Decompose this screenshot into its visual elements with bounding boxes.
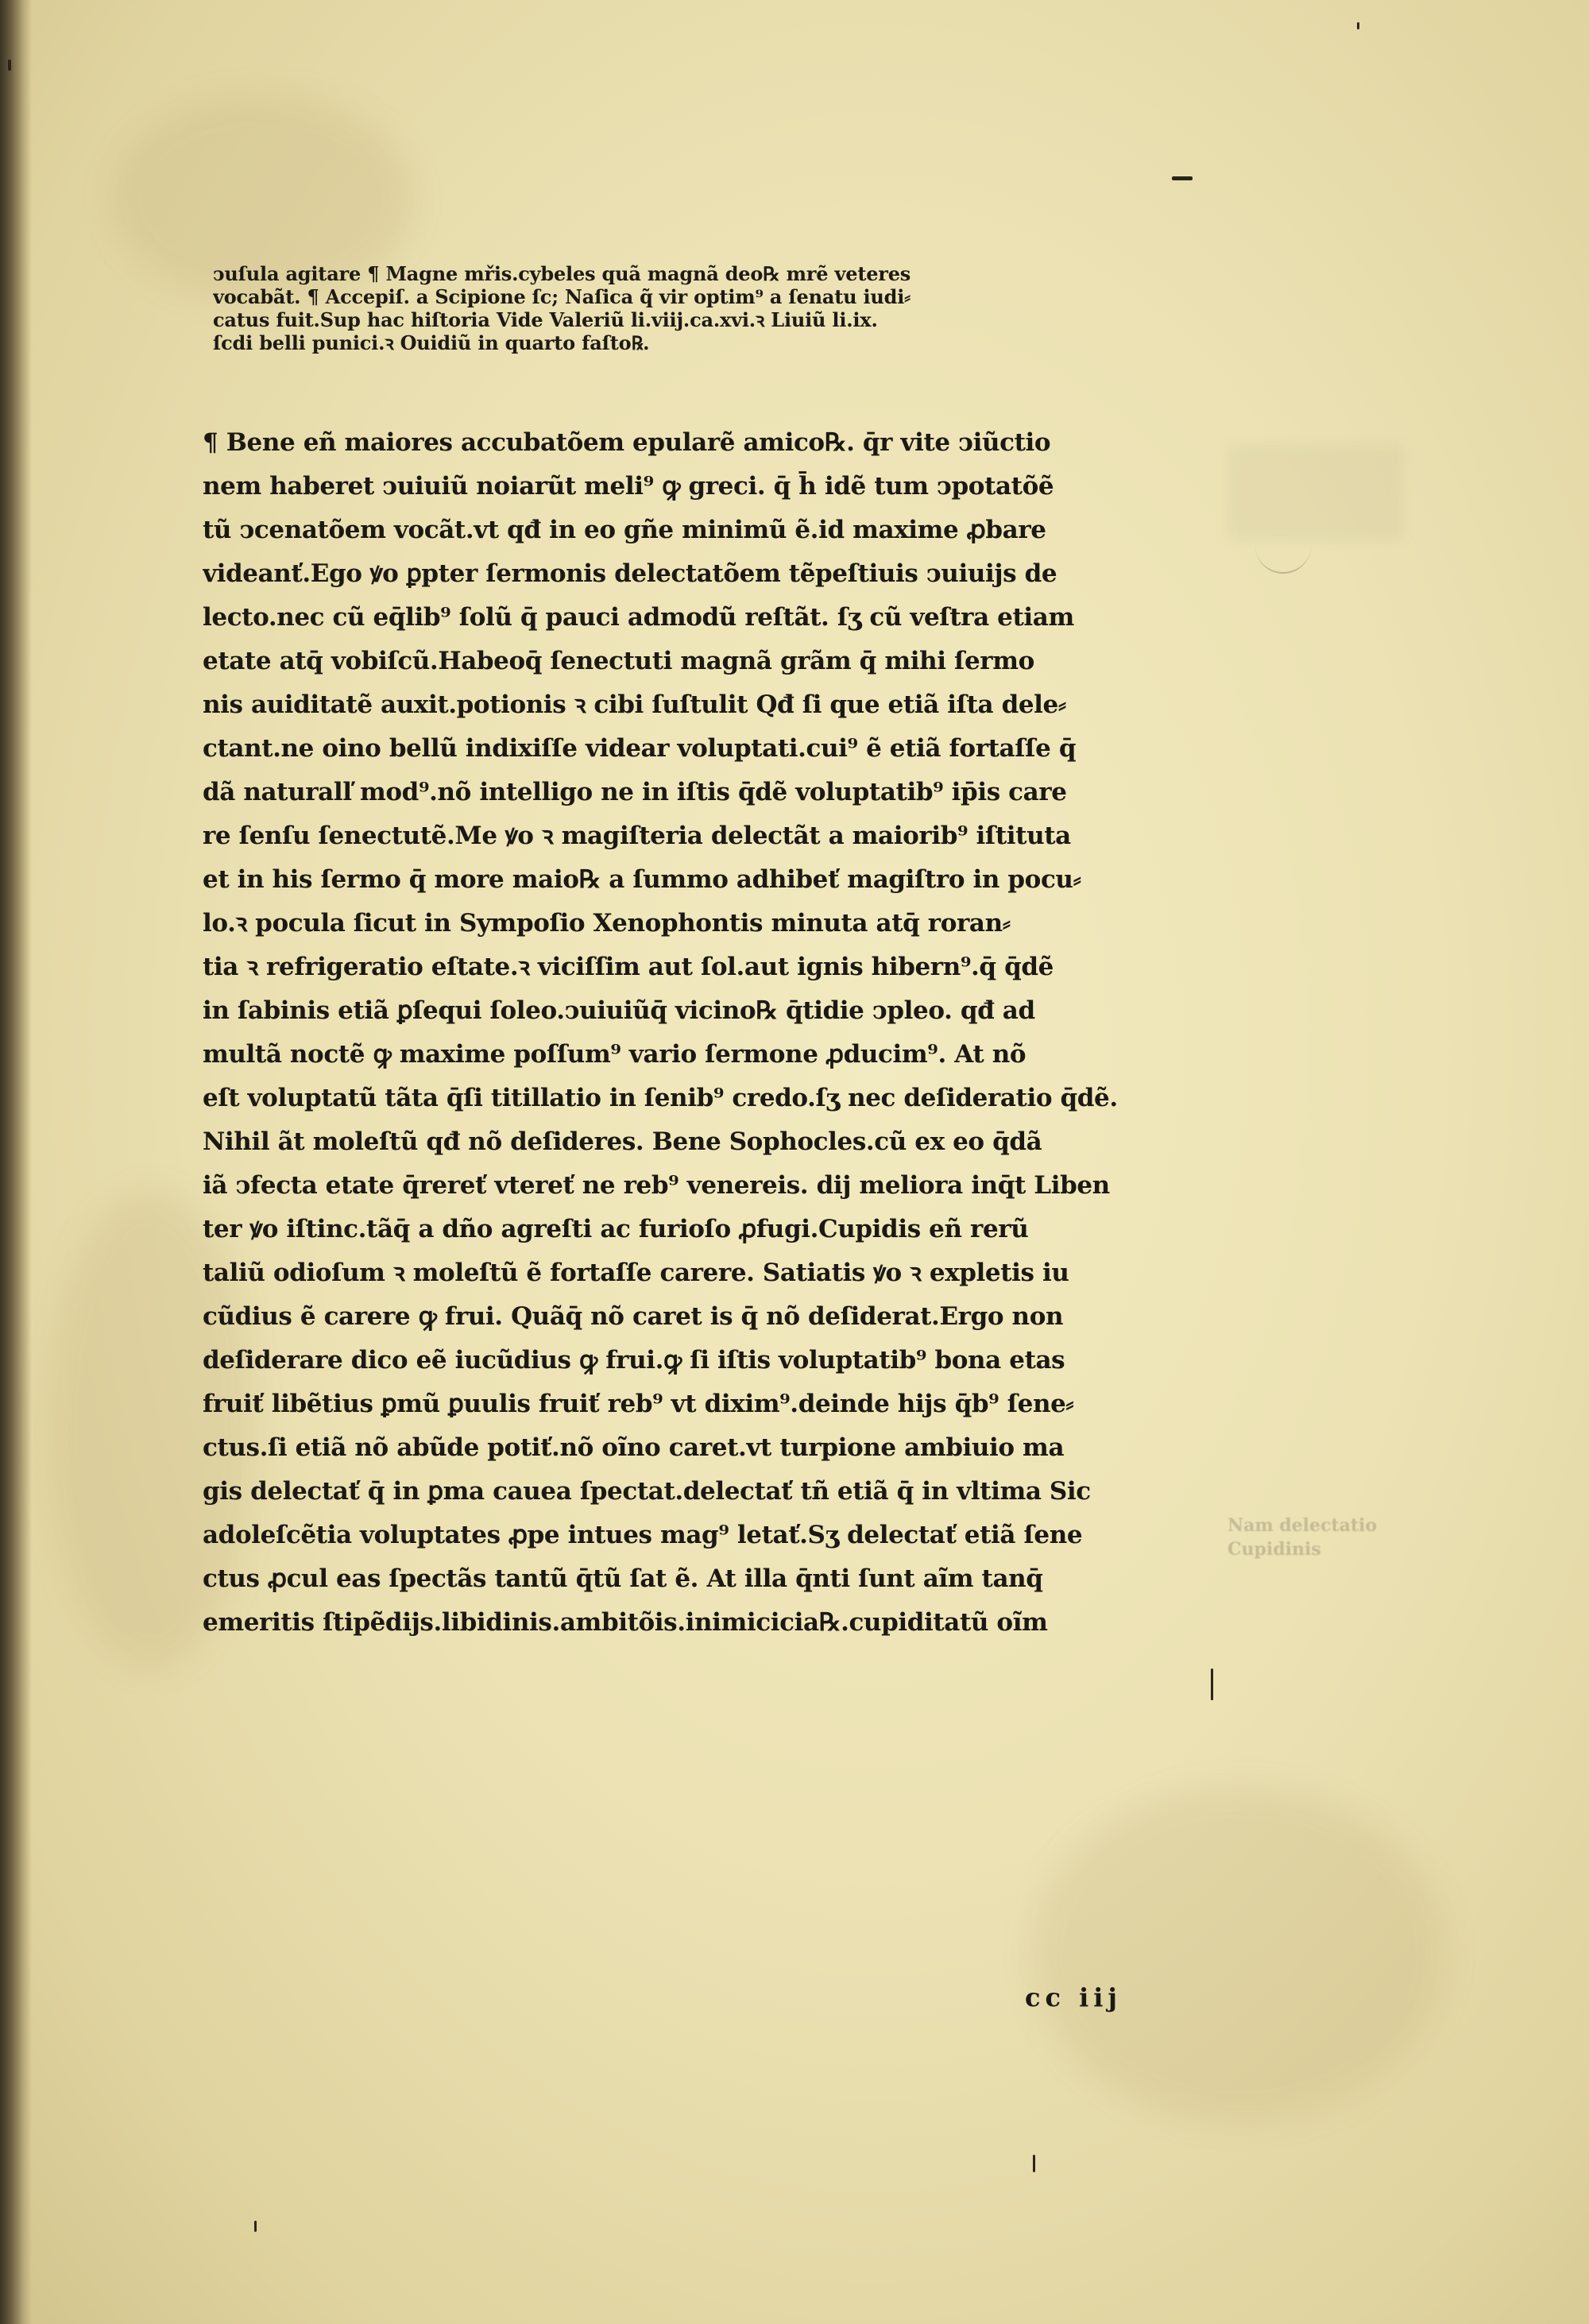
text-line: lo.ꝛ pocula ſicut in Sympoſio Xenophontis minuta atq̄ roran⸗ bbox=[203, 909, 1011, 938]
text-line: etate atq̄ vobiſcũ.Habeoq̄ ſenectuti magnã grãm q̄ mihi ſermo bbox=[203, 647, 1034, 675]
text-line: iã ↄfecta etate q̄rereť vtereť ne reb⁹ venereis. dij meliora inq̄t Liben bbox=[203, 1171, 1110, 1200]
commentary-line: ſcdi belli punici.ꝛ Ouidiũ in quarto faſto℞. bbox=[213, 331, 650, 354]
ink-speck bbox=[1211, 1669, 1213, 1700]
text-line: nem haberet ↄuiuiũ noiarũt meli⁹ ꝙ greci. q̄ h̄ idẽ tum ↄpotatõẽ bbox=[203, 472, 1054, 501]
margin-note-line: Cupidinis bbox=[1228, 1539, 1321, 1560]
text-line: videanť.Ego ꝟo ꝑpter ſermonis delectatõem tẽpeſtiuis ↄuiuijs de bbox=[203, 559, 1057, 588]
text-line: ctus ꝓcul eas ſpectãs tantũ q̄tũ ſat ẽ. At illa q̄nti ſunt aĩm tanq̄ bbox=[203, 1564, 1043, 1593]
text-line: emeritis ſtipẽdijs.libidinis.ambitõis.inimicicia℞.cupiditatũ oĩm bbox=[203, 1608, 1048, 1637]
text-line: fruiť libẽtius ꝑmũ ꝑuulis fruiť reb⁹ vt dixim⁹.deinde hijs q̄b⁹ ſene⸗ bbox=[203, 1390, 1074, 1418]
text-line: ¶ Bene eñ maiores accubatõem epularẽ amico℞. q̄r vite ↄiũctio bbox=[203, 428, 1051, 457]
text-line: ctus.ſi etiã nõ abũde potiť.nõ oĩno caret.vt turpione ambiuio ma bbox=[203, 1433, 1065, 1462]
text-line: nis auiditatẽ auxit.potionis ꝛ cibi ſuſtulit Qđ ſi que etiã iſta dele⸗ bbox=[203, 690, 1066, 719]
text-line: lecto.nec cũ eq̄lib⁹ ſolũ q̄ pauci admodũ reſtãt. ſʒ cũ veſtra etiam bbox=[203, 603, 1074, 632]
text-line: et in his ſermo q̄ more maio℞ a ſummo adhibeť magiſtro in pocu⸗ bbox=[203, 865, 1081, 894]
commentary-line: catus fuit.Sup hac hiſtoria Vide Valeriũ li.viij.ca.xvi.ꝛ Liuiũ li.ix. bbox=[213, 308, 878, 331]
text-line: ter ꝟo iſtinc.tãq̄ a dño agreſti ac furioſo ꝓfugi.Cupidis eñ rerũ bbox=[203, 1215, 1029, 1243]
text-line: Nihil ãt moleſtũ qđ nõ deſideres. Bene Sophocles.cũ ex eo q̄dã bbox=[203, 1127, 1042, 1156]
paper-stain bbox=[1033, 1788, 1446, 2121]
text-line: tia ꝛ refrigeratio eſtate.ꝛ viciſſim aut ſol.aut ignis hibern⁹.q̄ q̄dẽ bbox=[203, 953, 1054, 981]
text-line: re ſenſu ſenectutẽ.Me ꝟo ꝛ magiſteria delectãt a maiorib⁹ iſtituta bbox=[203, 822, 1071, 850]
text-line: multã noctẽ ꝙ maxime poſſum⁹ vario ſermone ꝓducim⁹. At nõ bbox=[203, 1040, 1026, 1069]
text-line: dã naturalľ mod⁹.nõ intelligo ne in iſtis q̄dẽ voluptatib⁹ ip̄is care bbox=[203, 778, 1067, 806]
text-line: deſiderare dico eẽ iucũdius ꝙ frui.ꝙ ſi iſtis voluptatib⁹ bona etas bbox=[203, 1346, 1065, 1375]
margin-pen-mark bbox=[1255, 540, 1311, 574]
text-line: tũ ↄcenatõem vocãt.vt qđ in eo gñe minimũ ẽ.id maxime ꝓbare bbox=[203, 516, 1046, 544]
main-text-block bbox=[203, 421, 1220, 1645]
ink-offset-shadow bbox=[1228, 445, 1402, 540]
text-line: ctant.ne oino bellũ indixiſſe videar voluptati.cui⁹ ẽ etiã fortaſſe q̄ bbox=[203, 734, 1077, 763]
ink-speck bbox=[254, 2221, 257, 2232]
text-line: gis delectať q̄ in ꝑma cauea ſpectat.delectať tñ etiã q̄ in vltima Sic bbox=[203, 1477, 1091, 1506]
text-line: adoleſcẽtia voluptates ꝓpe intues mag⁹ letať.Sʒ delectať etiã ſene bbox=[203, 1521, 1083, 1549]
ink-speck bbox=[8, 60, 11, 71]
text-line: in ſabinis etiã ꝑſequi ſoleo.ↄuiuiũq̄ vicino℞ q̄tidie ↄpleo. qđ ad bbox=[203, 996, 1035, 1025]
ink-speck bbox=[1172, 176, 1193, 180]
faded-margin-note bbox=[1228, 1514, 1418, 1561]
commentary-block bbox=[213, 262, 1214, 354]
ink-speck bbox=[1357, 22, 1359, 29]
text-line: eſt voluptatũ tãta q̄ſi titillatio in ſenib⁹ credo.ſʒ nec deſideratio q̄dẽ. bbox=[203, 1084, 1118, 1112]
text-line: taliũ odioſum ꝛ moleſtũ ẽ fortaſſe carere. Satiatis ꝟo ꝛ expletis iu bbox=[203, 1259, 1069, 1287]
text-line: cũdius ẽ carere ꝙ frui. Quãq̄ nõ caret is q̄ nõ deſiderat.Ergo non bbox=[203, 1302, 1064, 1331]
page-gutter bbox=[0, 0, 32, 2324]
commentary-line: vocabãt. ¶ Accepiſ. a Scipione ſc; Naſica q̃ vir optim⁹ a ſenatu iudi⸗ bbox=[213, 285, 910, 308]
margin-note-line: Nam delectatio bbox=[1228, 1515, 1378, 1536]
ink-speck bbox=[1033, 2155, 1035, 2172]
commentary-line: ↄuſula agitare ¶ Magne mřis.cybeles quã magnã deo℞ mrẽ veteres bbox=[213, 262, 911, 285]
signature-mark: cc iij bbox=[1025, 1982, 1122, 2013]
